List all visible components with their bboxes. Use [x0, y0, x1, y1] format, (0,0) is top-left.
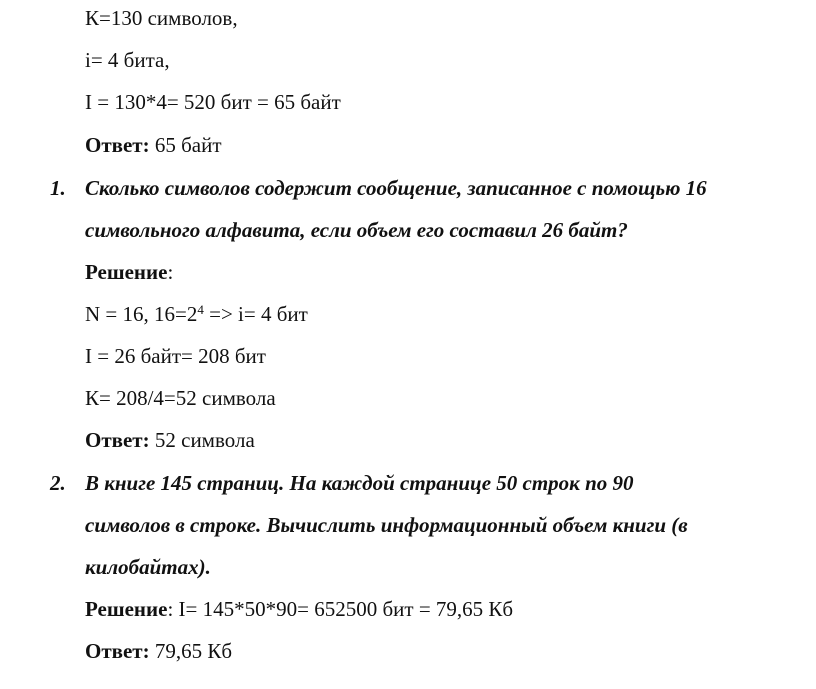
solution-text: : I= 145*50*90= 652500 бит = 79,65 Кб [167, 597, 514, 621]
answer-label: Ответ: [85, 639, 150, 663]
answer-value: 52 символа [149, 428, 255, 452]
given-k-line: К=130 символов, [85, 6, 238, 30]
task2-question-line1: В книге 145 страниц. На каждой странице 50 строк по 90 [85, 471, 634, 495]
task1-solution-heading [85, 262, 173, 283]
solution-text: N = 16, 16=2 [85, 302, 198, 326]
task2-question-line2: символов в строке. Вычислить информационный объем книги (в [85, 513, 688, 537]
task1-answer-line [85, 430, 255, 451]
answer-line-0 [85, 135, 222, 156]
solution-colon: : [167, 260, 174, 284]
task1-question-line2: символьного алфавита, если объем его составил 26 байт? [85, 218, 628, 242]
task2-question-line3: килобайтах). [85, 555, 211, 579]
task2-answer-line [85, 641, 232, 662]
calc-i-line: I = 130*4= 520 бит = 65 байт [85, 90, 341, 114]
task2-number: 2. [50, 471, 66, 495]
task1-solution-line1 [85, 304, 308, 325]
answer-value: 65 байт [149, 133, 222, 157]
answer-value: 79,65 Кб [149, 639, 233, 663]
solution-label: Решение [85, 597, 168, 621]
task1-solution-line2: I = 26 байт= 208 бит [85, 344, 266, 368]
answer-label: Ответ: [85, 133, 150, 157]
task1-solution-line3: К= 208/4=52 символа [85, 386, 276, 410]
solution-text: => i= 4 бит [203, 302, 308, 326]
answer-label: Ответ: [85, 428, 150, 452]
solution-label: Решение [85, 260, 168, 284]
task1-question-line1: Сколько символов содержит сообщение, записанное с помощью 16 [85, 176, 707, 200]
given-i-line: i= 4 бита, [85, 48, 170, 72]
task1-number: 1. [50, 176, 66, 200]
task2-solution-line [85, 599, 513, 620]
exponent: 4 [197, 302, 204, 317]
